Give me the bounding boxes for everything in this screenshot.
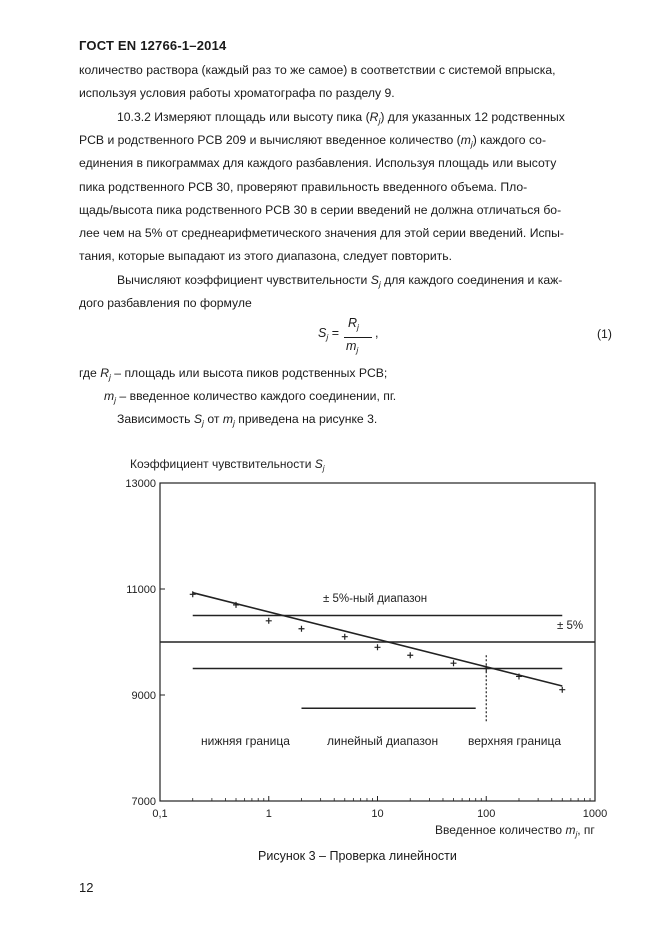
- x-axis-label: Введенное количество $m_j$, пг: [435, 823, 595, 839]
- text-line: единения в пикограммах для каждого разбавления. Используя площадь или высоту: [79, 156, 557, 170]
- formula-number: (1): [597, 327, 612, 341]
- linear-range-label: линейный диапазон: [327, 734, 439, 748]
- formula: $S_j$ = $R_j$ $m_j$ ,: [318, 316, 379, 355]
- y-tick-label: 9000: [131, 690, 156, 702]
- text-line: Вычисляют коэффициент чувствительности $S_j$ для каждого соединения и каж-: [117, 273, 563, 289]
- page-number: 12: [79, 880, 94, 895]
- x-tick-label: 10: [371, 808, 384, 820]
- band-label: ± 5%-ный диапазон: [323, 593, 428, 605]
- formula-eq: =: [328, 326, 340, 340]
- x-tick-label: 0,1: [152, 808, 168, 820]
- fit-line: [193, 593, 563, 686]
- y-tick-label: 13000: [125, 478, 156, 490]
- formula-numerator: R: [348, 316, 358, 330]
- definition-mj: $m_j$ – введенное количество каждого соединении, пг.: [104, 389, 397, 405]
- text-line: тания, которые выпадают из этого диапазона, следует повторить.: [79, 249, 452, 263]
- text-line: используя условия работы хроматографа по разделу 9.: [79, 86, 395, 100]
- figure-reference: Зависимость $S_j$ от $m_j$ приведена на рисунке 3.: [117, 412, 378, 428]
- reference-lines: [160, 593, 595, 722]
- formula-lhs: S: [318, 326, 327, 340]
- text-line: лее чем на 5% от среднеарифметического значения для этой серии введений. Испы-: [79, 226, 564, 240]
- text-line: PCB и родственного PCB 209 и вычисляют введенное количество $(m_j)$ каждого со-: [79, 133, 547, 149]
- document-code: ГОСТ EN 12766-1–2014: [79, 38, 227, 53]
- formula-comma: ,: [375, 326, 379, 340]
- text-line: 10.3.2 Измеряют площадь или высоту пика $(R_j)$ для указанных 12 родственных: [117, 110, 565, 126]
- x-tick-label: 100: [477, 808, 496, 820]
- y-tick-label: 11000: [126, 584, 156, 596]
- data-point: [342, 634, 348, 640]
- data-point: [375, 644, 381, 650]
- data-point: [451, 660, 457, 666]
- x-tick-label: 1000: [582, 808, 608, 820]
- text-line: пика родственного PCB 30, проверяют правильность введенного объема. Пло-: [79, 180, 528, 194]
- y-tick-label: 7000: [131, 796, 156, 808]
- x-tick-label: 1: [265, 808, 272, 820]
- formula-denominator: m: [346, 339, 357, 353]
- chart-labels: [125, 457, 607, 839]
- chart-title: Коэффициент чувствительности $S_j$: [130, 457, 325, 473]
- data-point: [298, 626, 304, 632]
- data-point: [266, 618, 272, 624]
- figure-caption: Рисунок 3 – Проверка линейности: [258, 849, 457, 863]
- linearity-chart: [0, 440, 662, 850]
- formula-lhs-sub: j: [326, 332, 329, 342]
- data-point: [190, 591, 196, 597]
- data-point: [559, 687, 565, 693]
- lower-bound-label: нижняя граница: [201, 734, 290, 748]
- definition-rj: где $R_j$ – площадь или высота пиков родственных PCB;: [79, 366, 388, 382]
- text-line: дого разбавления по формуле: [79, 296, 252, 310]
- upper-bound-label: верхняя граница: [468, 734, 562, 748]
- text-line: количество раствора (каждый раз то же самое) в соответствии с системой впрыска,: [79, 63, 556, 77]
- data-point: [407, 652, 413, 658]
- fraction-bar: [344, 337, 372, 338]
- pct-label: ± 5%: [557, 620, 584, 632]
- text-line: щадь/высота пика родственного PCB 30 в серии введений не должна отличаться бо-: [79, 203, 562, 217]
